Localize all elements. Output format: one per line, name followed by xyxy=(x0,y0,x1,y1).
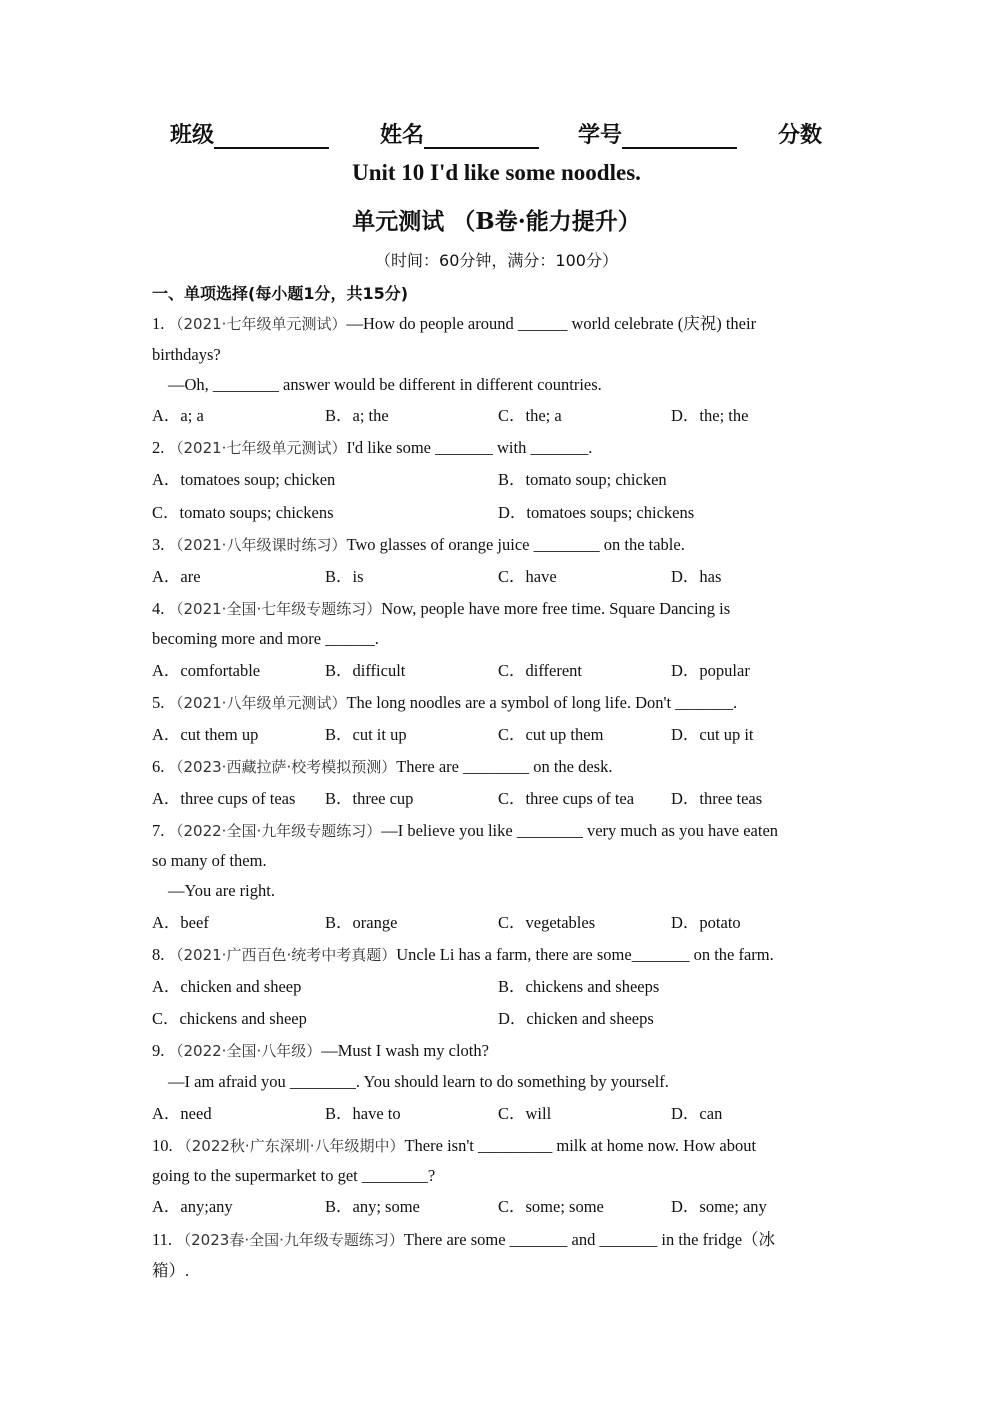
option-d[interactable]: D．can xyxy=(671,1104,723,1123)
option-a[interactable]: A．comfortable xyxy=(152,661,261,680)
option-b[interactable]: B．cut it up xyxy=(325,725,407,744)
test-subtitle: 单元测试 （B卷·能力提升） xyxy=(352,208,641,235)
option-d[interactable]: D．three teas xyxy=(671,789,763,808)
option-c[interactable]: C．some; some xyxy=(498,1197,604,1216)
option-c[interactable]: C．the; a xyxy=(498,406,562,425)
question-7 xyxy=(152,820,778,842)
id-blank[interactable] xyxy=(622,121,737,149)
name-label: 姓名 xyxy=(380,123,425,148)
option-c[interactable]: C．three cups of tea xyxy=(498,789,635,808)
options-q6 xyxy=(152,788,852,810)
question-source: （2022·全国·八年级） xyxy=(168,1042,322,1060)
question-text: Now, people have more free time. Square Dancing is xyxy=(381,599,731,618)
question-text-cont: —Oh, ________ answer would be different in different countries. xyxy=(168,375,602,394)
name-field[interactable] xyxy=(380,118,539,149)
question-source: （2021·七年级单元测试） xyxy=(168,439,347,457)
question-9 xyxy=(152,1040,489,1062)
question-source: （2021·广西百色·统考中考真题） xyxy=(168,946,397,964)
question-source: （2023·西藏拉萨·校考模拟预测） xyxy=(168,758,397,776)
question-text: —How do people around ______ world celebrate (庆祝) their xyxy=(346,314,757,333)
score-field xyxy=(778,118,822,149)
option-d[interactable]: D．chicken and sheeps xyxy=(498,1009,654,1028)
question-number: 8. xyxy=(152,945,165,964)
option-d[interactable]: D．cut up it xyxy=(671,725,754,744)
question-source: （2021·全国·七年级专题练习） xyxy=(168,600,382,618)
question-11 xyxy=(152,1229,775,1251)
question-text-cont: 箱）. xyxy=(152,1261,190,1280)
option-a[interactable]: A．chicken and sheep xyxy=(152,977,302,996)
options-q10 xyxy=(152,1196,852,1218)
class-blank[interactable] xyxy=(214,121,329,149)
student-info-row xyxy=(170,118,830,152)
option-a[interactable]: A．a; a xyxy=(152,406,204,425)
question-number: 11. xyxy=(152,1230,173,1249)
question-text-cont: —You are right. xyxy=(168,881,275,900)
question-text: There are some _______ and _______ in the fridge（冰 xyxy=(403,1230,776,1249)
option-c[interactable]: C．will xyxy=(498,1104,552,1123)
options-q9 xyxy=(152,1103,852,1125)
question-6 xyxy=(152,756,612,778)
option-c[interactable]: C．vegetables xyxy=(498,913,596,932)
question-source: （2021·七年级单元测试） xyxy=(168,315,347,333)
section-heading: 一、单项选择(每小题1分，共15分) xyxy=(152,284,409,303)
question-text: Two glasses of orange juice ________ on the table. xyxy=(346,535,685,554)
option-a[interactable]: A．tomatoes soup; chicken xyxy=(152,470,336,489)
option-b[interactable]: B．chickens and sheeps xyxy=(498,977,660,996)
class-label: 班级 xyxy=(170,123,215,148)
options-q5 xyxy=(152,724,852,746)
option-d[interactable]: D．the; the xyxy=(671,406,749,425)
option-a[interactable]: A．are xyxy=(152,567,201,586)
option-d[interactable]: D．has xyxy=(671,567,722,586)
class-field[interactable] xyxy=(170,118,329,149)
question-source: （2023春·全国·九年级专题练习） xyxy=(176,1231,404,1249)
question-number: 10. xyxy=(152,1136,173,1155)
question-text-cont: becoming more and more ______. xyxy=(152,629,379,648)
question-text: The long noodles are a symbol of long life. Don't _______. xyxy=(346,693,738,712)
question-source: （2021·八年级课时练习） xyxy=(168,536,347,554)
option-d[interactable]: D．some; any xyxy=(671,1197,767,1216)
question-4 xyxy=(152,598,730,620)
option-b[interactable]: B．a; the xyxy=(325,406,389,425)
question-source: （2022·全国·九年级专题练习） xyxy=(168,822,382,840)
question-number: 4. xyxy=(152,599,165,618)
options-q3 xyxy=(152,566,852,588)
question-5 xyxy=(152,692,737,714)
option-c[interactable]: C．chickens and sheep xyxy=(152,1009,307,1028)
option-b[interactable]: B．is xyxy=(325,567,364,586)
question-source: （2021·八年级单元测试） xyxy=(168,694,347,712)
question-number: 1. xyxy=(152,314,165,333)
option-c[interactable]: C．cut up them xyxy=(498,725,604,744)
option-a[interactable]: A．any;any xyxy=(152,1197,233,1216)
options-q4 xyxy=(152,660,852,682)
option-b[interactable]: B．difficult xyxy=(325,661,406,680)
question-8 xyxy=(152,944,774,966)
question-1 xyxy=(152,313,756,335)
question-number: 3. xyxy=(152,535,165,554)
question-number: 6. xyxy=(152,757,165,776)
question-10 xyxy=(152,1135,756,1157)
question-text-cont: birthdays? xyxy=(152,345,221,364)
option-a[interactable]: A．cut them up xyxy=(152,725,259,744)
option-a[interactable]: A．need xyxy=(152,1104,212,1123)
id-label: 学号 xyxy=(578,123,623,148)
question-number: 7. xyxy=(152,821,165,840)
question-source: （2022秋·广东深圳·八年级期中） xyxy=(176,1137,405,1155)
question-text: Uncle Li has a farm, there are some_______ on the farm. xyxy=(396,945,774,964)
time-note: （时间：60分钟，满分：100分） xyxy=(375,251,618,270)
question-3 xyxy=(152,534,685,556)
question-2 xyxy=(152,437,592,459)
options-q8-row1 xyxy=(152,976,852,998)
options-q2-row1 xyxy=(152,469,852,491)
option-c[interactable]: C．different xyxy=(498,661,583,680)
option-b[interactable]: B．orange xyxy=(325,913,398,932)
option-d[interactable]: D．popular xyxy=(671,661,750,680)
option-a[interactable]: A．beef xyxy=(152,913,209,932)
question-number: 9. xyxy=(152,1041,165,1060)
options-q2-row2 xyxy=(152,502,852,524)
option-d[interactable]: D．potato xyxy=(671,913,741,932)
question-text-cont: —I am afraid you ________. You should learn to do something by yourself. xyxy=(168,1072,669,1091)
option-b[interactable]: B．have to xyxy=(325,1104,401,1123)
option-a[interactable]: A．three cups of teas xyxy=(152,789,296,808)
options-q1 xyxy=(152,405,852,427)
option-b[interactable]: B．tomato soup; chicken xyxy=(498,470,667,489)
question-number: 2. xyxy=(152,438,165,457)
question-text: —I believe you like ________ very much as you have eaten xyxy=(381,821,779,840)
question-number: 5. xyxy=(152,693,165,712)
question-text: There are ________ on the desk. xyxy=(396,757,613,776)
question-text: —Must I wash my cloth? xyxy=(321,1041,489,1060)
question-text: I'd like some _______ with _______. xyxy=(346,438,593,457)
question-text-cont: going to the supermarket to get ________? xyxy=(152,1166,436,1185)
option-b[interactable]: B．any; some xyxy=(325,1197,420,1216)
question-text: There isn't _________ milk at home now. How about xyxy=(404,1136,757,1155)
name-blank[interactable] xyxy=(424,121,539,149)
option-b[interactable]: B．three cup xyxy=(325,789,414,808)
score-label: 分数 xyxy=(778,123,823,148)
question-text-cont: so many of them. xyxy=(152,851,267,870)
options-q7 xyxy=(152,912,852,934)
options-q8-row2 xyxy=(152,1008,852,1030)
unit-title: Unit 10 I'd like some noodles. xyxy=(352,160,641,185)
option-d[interactable]: D．tomatoes soups; chickens xyxy=(498,503,695,522)
option-c[interactable]: C．have xyxy=(498,567,557,586)
option-c[interactable]: C．tomato soups; chickens xyxy=(152,503,334,522)
id-field[interactable] xyxy=(578,118,737,149)
